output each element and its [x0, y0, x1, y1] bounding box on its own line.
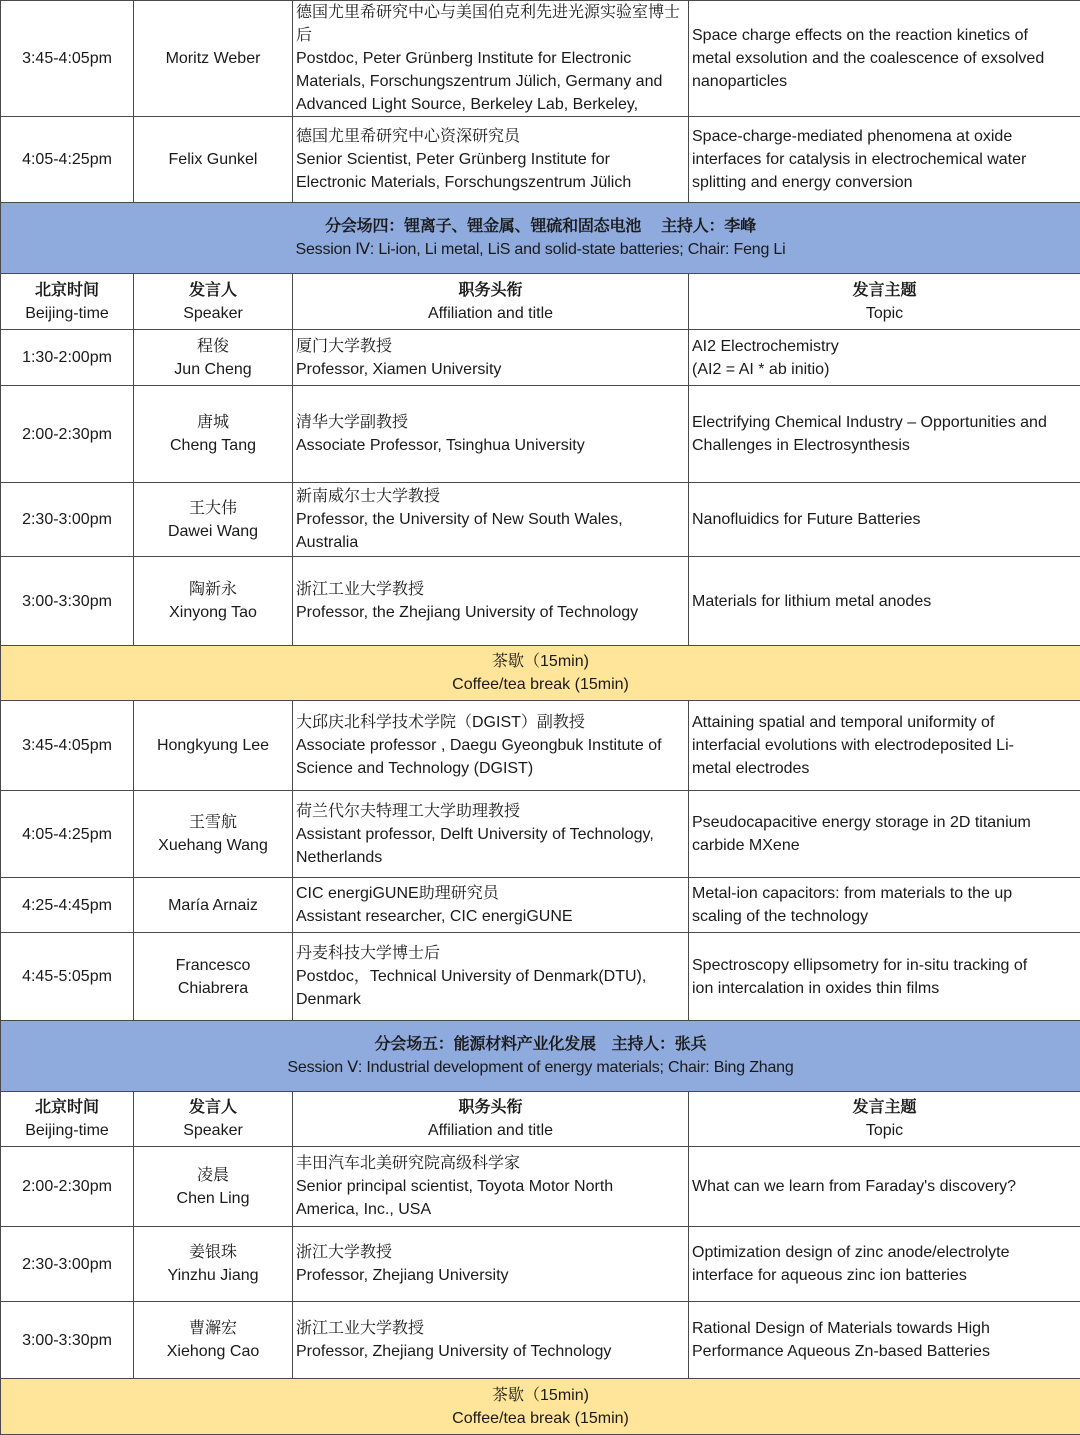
speaker-cell [134, 557, 293, 646]
time-cell: 4:05-4:25pm [1, 791, 134, 878]
speaker-name-en: Hongkyung Lee [137, 734, 289, 757]
session-header-4 [1, 203, 1080, 274]
speaker-name-en: Moritz Weber [137, 47, 289, 70]
table-row [1, 701, 1080, 791]
topic-cell [689, 557, 1080, 646]
topic-line: Optimization design of zinc anode/electrolyte [692, 1241, 1077, 1264]
topic-cell [689, 933, 1080, 1021]
break-cell [1, 646, 1080, 701]
speaker-name-zh: 程俊 [137, 335, 289, 358]
affiliation-line: 清华大学副教授 [296, 411, 685, 434]
topic-line: Electrifying Chemical Industry – Opportunities and [692, 411, 1077, 434]
column-header-row [1, 274, 1080, 330]
table-row [1, 117, 1080, 203]
topic-line: Metal-ion capacitors: from materials to the up [692, 882, 1077, 905]
time-cell: 3:00-3:30pm [1, 557, 134, 646]
topic-line: Performance Aqueous Zn-based Batteries [692, 1340, 1077, 1363]
affiliation-line: Postdoc, Peter Grünberg Institute for Electronic [296, 47, 685, 70]
session-title-en: Session Ⅴ: Industrial development of energy materials; Chair: Bing Zhang [4, 1056, 1077, 1079]
topic-cell [689, 330, 1080, 386]
column-header-topic [689, 274, 1080, 330]
affiliation-cell [293, 1302, 689, 1379]
affiliation-line: Australia [296, 531, 685, 554]
session-title-cell [1, 203, 1080, 274]
column-header-row [1, 1092, 1080, 1147]
topic-line: Rational Design of Materials towards High [692, 1317, 1077, 1340]
topic-cell [689, 1, 1080, 117]
affiliation-cell [293, 1, 689, 117]
header-en: Affiliation and title [296, 1119, 685, 1142]
table-row [1, 1227, 1080, 1302]
topic-cell [689, 1147, 1080, 1227]
affiliation-cell [293, 878, 689, 933]
speaker-name-zh: 姜银珠 [137, 1241, 289, 1264]
time-cell: 2:30-3:00pm [1, 1227, 134, 1302]
speaker-name-en: Jun Cheng [137, 358, 289, 381]
topic-line: (AI2 = AI * ab initio) [692, 358, 1077, 381]
affiliation-line: 浙江工业大学教授 [296, 578, 685, 601]
affiliation-line: 后 [296, 24, 685, 47]
topic-cell [689, 791, 1080, 878]
speaker-cell [134, 933, 293, 1021]
speaker-cell [134, 1302, 293, 1379]
affiliation-cell [293, 791, 689, 878]
time-cell: 4:25-4:45pm [1, 878, 134, 933]
table-row [1, 791, 1080, 878]
affiliation-line: Associate Professor, Tsinghua University [296, 434, 685, 457]
affiliation-line: 厦门大学教授 [296, 335, 685, 358]
topic-line: Materials for lithium metal anodes [692, 590, 1077, 613]
table-row [1, 933, 1080, 1021]
speaker-name-en: María Arnaiz [137, 894, 289, 917]
break-label-zh: 茶歇（15min) [4, 1384, 1077, 1407]
affiliation-cell [293, 933, 689, 1021]
affiliation-line: 浙江大学教授 [296, 1241, 685, 1264]
column-header-affiliation [293, 274, 689, 330]
speaker-cell [134, 701, 293, 791]
topic-line: What can we learn from Faraday's discovery? [692, 1175, 1077, 1198]
header-en: Beijing-time [4, 302, 130, 325]
affiliation-line: Netherlands [296, 846, 685, 869]
affiliation-line: Electronic Materials, Forschungszentrum Jülich [296, 171, 685, 194]
column-header-time [1, 1092, 134, 1147]
affiliation-line: Senior principal scientist, Toyota Motor North [296, 1175, 685, 1198]
session-title-zh: 分会场四：锂离子、锂金属、锂硫和固态电池 主持人：李峰 [4, 215, 1077, 238]
affiliation-line: Science and Technology (DGIST) [296, 757, 685, 780]
affiliation-cell [293, 701, 689, 791]
speaker-name-zh: 唐城 [137, 411, 289, 434]
time-cell: 1:30-2:00pm [1, 330, 134, 386]
table-row [1, 1147, 1080, 1227]
speaker-cell [134, 878, 293, 933]
speaker-name-en: Chen Ling [137, 1187, 289, 1210]
affiliation-line: Professor, Xiamen University [296, 358, 685, 381]
column-header-affiliation [293, 1092, 689, 1147]
header-zh: 发言人 [137, 1096, 289, 1119]
topic-line: scaling of the technology [692, 905, 1077, 928]
affiliation-cell [293, 1227, 689, 1302]
affiliation-line: 大邱庆北科学技术学院（DGIST）副教授 [296, 711, 685, 734]
speaker-name-en: Yinzhu Jiang [137, 1264, 289, 1287]
time-cell: 3:45-4:05pm [1, 1, 134, 117]
affiliation-line: Denmark [296, 988, 685, 1011]
speaker-name-en: Dawei Wang [137, 520, 289, 543]
affiliation-line: 德国尤里希研究中心资深研究员 [296, 125, 685, 148]
column-header-time [1, 274, 134, 330]
affiliation-line: 浙江工业大学教授 [296, 1317, 685, 1340]
affiliation-line: America, Inc., USA [296, 1198, 685, 1221]
speaker-cell [134, 330, 293, 386]
affiliation-line: 德国尤里希研究中心与美国伯克利先进光源实验室博士 [296, 1, 685, 24]
speaker-cell [134, 1147, 293, 1227]
speaker-cell [134, 1, 293, 117]
time-cell: 3:00-3:30pm [1, 1302, 134, 1379]
topic-line: interface for aqueous zinc ion batteries [692, 1264, 1077, 1287]
header-zh: 职务头衔 [296, 279, 685, 302]
affiliation-cell [293, 483, 689, 557]
topic-line: ion intercalation in oxides thin films [692, 977, 1077, 1000]
topic-cell [689, 701, 1080, 791]
break-label-en: Coffee/tea break (15min) [4, 673, 1077, 696]
affiliation-cell [293, 557, 689, 646]
speaker-name-en: Felix Gunkel [137, 148, 289, 171]
affiliation-line: CIC energiGUNE助理研究员 [296, 882, 685, 905]
schedule-body [1, 1, 1080, 1435]
table-row [1, 483, 1080, 557]
affiliation-line: Professor, Zhejiang University [296, 1264, 685, 1287]
header-zh: 发言主题 [692, 1096, 1077, 1119]
speaker-cell [134, 791, 293, 878]
table-row [1, 878, 1080, 933]
topic-line: Attaining spatial and temporal uniformity of [692, 711, 1077, 734]
topic-line: AI2 Electrochemistry [692, 335, 1077, 358]
session-title-zh: 分会场五：能源材料产业化发展 主持人：张兵 [4, 1033, 1077, 1056]
header-zh: 发言主题 [692, 279, 1077, 302]
speaker-name-en: Xuehang Wang [137, 834, 289, 857]
affiliation-line: 荷兰代尔夫特理工大学助理教授 [296, 800, 685, 823]
break-label-en: Coffee/tea break (15min) [4, 1407, 1077, 1430]
affiliation-cell [293, 117, 689, 203]
speaker-name-zh: 王雪航 [137, 811, 289, 834]
topic-cell [689, 386, 1080, 483]
time-cell: 2:00-2:30pm [1, 386, 134, 483]
topic-line: interfaces for catalysis in electrochemical water [692, 148, 1077, 171]
column-header-topic [689, 1092, 1080, 1147]
speaker-name-zh: 陶新永 [137, 578, 289, 601]
header-zh: 发言人 [137, 279, 289, 302]
header-en: Affiliation and title [296, 302, 685, 325]
affiliation-line: 丹麦科技大学博士后 [296, 942, 685, 965]
affiliation-line: Professor, Zhejiang University of Technology [296, 1340, 685, 1363]
topic-line: carbide MXene [692, 834, 1077, 857]
header-zh: 北京时间 [4, 1096, 130, 1119]
speaker-cell [134, 386, 293, 483]
affiliation-line: Senior Scientist, Peter Grünberg Institute for [296, 148, 685, 171]
affiliation-line: Assistant researcher, CIC energiGUNE [296, 905, 685, 928]
session-title-cell [1, 1021, 1080, 1092]
table-row [1, 386, 1080, 483]
speaker-name-last: Chiabrera [137, 977, 289, 1000]
topic-cell [689, 1227, 1080, 1302]
affiliation-line: 丰田汽车北美研究院高级科学家 [296, 1152, 685, 1175]
topic-line: Space charge effects on the reaction kinetics of [692, 24, 1077, 47]
time-cell: 4:05-4:25pm [1, 117, 134, 203]
affiliation-line: Advanced Light Source, Berkeley Lab, Berkeley, [296, 93, 685, 116]
table-row [1, 330, 1080, 386]
speaker-cell [134, 1227, 293, 1302]
speaker-name-en: Cheng Tang [137, 434, 289, 457]
break-row [1, 646, 1080, 701]
topic-cell [689, 878, 1080, 933]
speaker-name-en: Xiehong Cao [137, 1340, 289, 1363]
column-header-speaker [134, 274, 293, 330]
header-en: Speaker [137, 1119, 289, 1142]
header-zh: 职务头衔 [296, 1096, 685, 1119]
affiliation-line: Professor, the Zhejiang University of Technology [296, 601, 685, 624]
topic-line: splitting and energy conversion [692, 171, 1077, 194]
affiliation-cell [293, 1147, 689, 1227]
topic-line: nanoparticles [692, 70, 1077, 93]
topic-cell [689, 1302, 1080, 1379]
speaker-cell [134, 483, 293, 557]
affiliation-line: Associate professor , Daegu Gyeongbuk Institute of [296, 734, 685, 757]
table-row [1, 1, 1080, 117]
topic-line: Spectroscopy ellipsometry for in-situ tracking of [692, 954, 1077, 977]
topic-line: metal electrodes [692, 757, 1077, 780]
speaker-name-zh: 凌晨 [137, 1164, 289, 1187]
time-cell: 2:30-3:00pm [1, 483, 134, 557]
affiliation-line: Assistant professor, Delft University of Technology, [296, 823, 685, 846]
break-cell [1, 1379, 1080, 1435]
break-label-zh: 茶歇（15min) [4, 650, 1077, 673]
table-row [1, 557, 1080, 646]
speaker-name-zh: 曹澥宏 [137, 1317, 289, 1340]
header-en: Topic [692, 302, 1077, 325]
topic-cell [689, 117, 1080, 203]
topic-line: interfacial evolutions with electrodeposited Li- [692, 734, 1077, 757]
affiliation-line: Materials, Forschungszentrum Jülich, Germany and [296, 70, 685, 93]
topic-line: metal exsolution and the coalescence of exsolved [692, 47, 1077, 70]
time-cell: 4:45-5:05pm [1, 933, 134, 1021]
topic-line: Nanofluidics for Future Batteries [692, 508, 1077, 531]
time-cell: 2:00-2:30pm [1, 1147, 134, 1227]
session-header-5 [1, 1021, 1080, 1092]
break-row [1, 1379, 1080, 1435]
header-zh: 北京时间 [4, 279, 130, 302]
topic-cell [689, 483, 1080, 557]
column-header-speaker [134, 1092, 293, 1147]
speaker-name-zh: 王大伟 [137, 497, 289, 520]
speaker-name-first: Francesco [137, 954, 289, 977]
affiliation-line: Postdoc，Technical University of Denmark(DTU), [296, 965, 685, 988]
topic-line: Pseudocapacitive energy storage in 2D titanium [692, 811, 1077, 834]
time-cell: 3:45-4:05pm [1, 701, 134, 791]
speaker-name-en: Xinyong Tao [137, 601, 289, 624]
header-en: Speaker [137, 302, 289, 325]
session-title-en: Session Ⅳ: Li-ion, Li metal, LiS and solid-state batteries; Chair: Feng Li [4, 238, 1077, 261]
header-en: Topic [692, 1119, 1077, 1142]
speaker-cell [134, 117, 293, 203]
topic-line: Challenges in Electrosynthesis [692, 434, 1077, 457]
affiliation-cell [293, 330, 689, 386]
topic-line: Space-charge-mediated phenomena at oxide [692, 125, 1077, 148]
affiliation-line: Professor, the University of New South Wales, [296, 508, 685, 531]
affiliation-line: 新南威尔士大学教授 [296, 485, 685, 508]
table-row [1, 1302, 1080, 1379]
header-en: Beijing-time [4, 1119, 130, 1142]
affiliation-cell [293, 386, 689, 483]
